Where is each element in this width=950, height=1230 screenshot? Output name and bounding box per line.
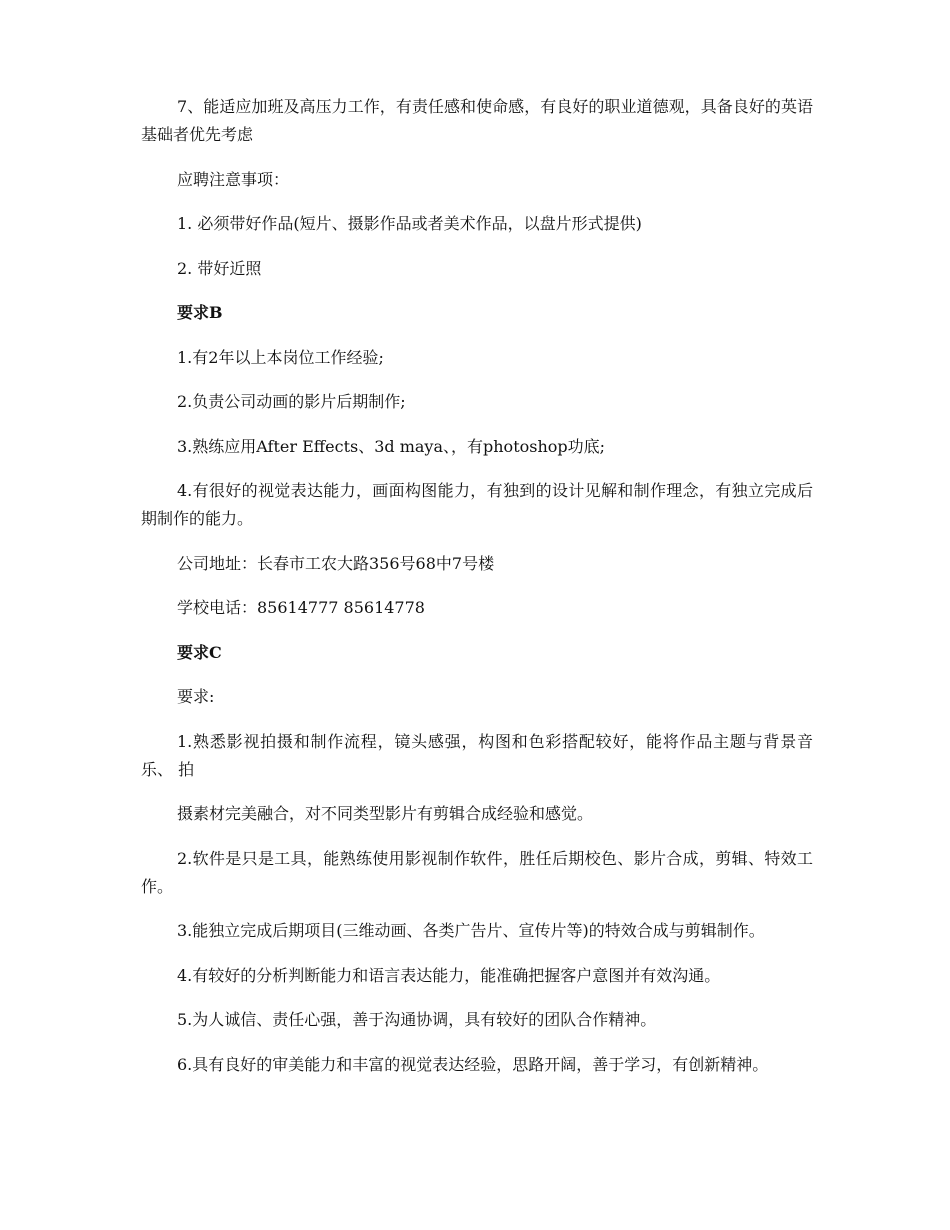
paragraph-c-5: 5.为人诚信、责任心强，善于沟通协调，具有较好的团队合作精神。 — [177, 1010, 657, 1029]
paragraph-c-6: 6.具有良好的审美能力和丰富的视觉表达经验，思路开阔，善于学习，有创新精神。 — [177, 1054, 769, 1074]
paragraph-company-address: 公司地址：长春市工农大路356号68中7号楼 — [177, 553, 495, 573]
paragraph-c-1: 1.熟悉影视拍摄和制作流程，镜头感强，构图和色彩搭配较好，能将作品主题与背景音乐、 拍 — [141, 731, 813, 779]
paragraph-school-phone: 学校电话：85614777 85614778 — [177, 598, 425, 617]
paragraph-requirements-label: 要求: — [177, 687, 215, 706]
paragraph-application-notes: 应聘注意事项： — [177, 169, 290, 189]
paragraph-b-4: 4.有很好的视觉表达能力，画面构图能力，有独到的设计见解和制作理念，有独立完成后期制作的能力。 — [141, 481, 813, 528]
paragraph-c-4: 4.有较好的分析判断能力和语言表达能力，能准确把握客户意图并有效沟通。 — [177, 965, 721, 985]
paragraph-b-2: 2.负责公司动画的影片后期制作; — [177, 392, 406, 411]
heading-requirement-c: 要求C — [177, 642, 222, 662]
document-body — [141, 93, 813, 1095]
paragraph-c-3: 3.能独立完成后期项目(三维动画、各类广告片、宣传片等)的特效合成与剪辑制作。 — [177, 921, 765, 940]
heading-requirement-b: 要求B — [177, 303, 223, 322]
paragraph-b-3: 3.熟练应用After Effects、3d maya、，有photoshop功底; — [177, 436, 606, 456]
paragraph-note-2: 2. 带好近照 — [177, 258, 262, 278]
paragraph-requirement-7: 7、能适应加班及高压力工作，有责任感和使命感，有良好的职业道德观，具备良好的英语基础者优先考虑 — [141, 97, 813, 144]
paragraph-c-2: 2.软件是只是工具，能熟练使用影视制作软件，胜任后期校色、影片合成，剪辑、特效工作。 — [141, 848, 813, 896]
paragraph-c-1-continued: 摄素材完美融合，对不同类型影片有剪辑合成经验和感觉。 — [177, 804, 594, 823]
paragraph-b-1: 1.有2年以上本岗位工作经验; — [177, 347, 384, 367]
paragraph-note-1: 1. 必须带好作品(短片、摄影作品或者美术作品，以盘片形式提供) — [177, 214, 642, 233]
